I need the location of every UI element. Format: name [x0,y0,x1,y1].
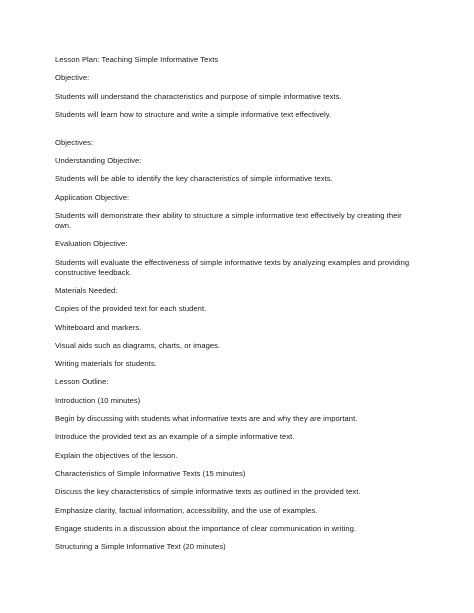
document-title: Lesson Plan: Teaching Simple Informative Texts [55,55,219,64]
list-item: Copies of the provided text for each student. [55,304,207,314]
section-heading-materials: Materials Needed: [55,285,118,295]
paragraph: Emphasize clarity, factual information, accessibility, and the use of examples. [55,505,318,515]
paragraph: Explain the objectives of the lesson. [55,450,178,460]
subheading-characteristics: Characteristics of Simple Informative Texts (15 minutes) [55,468,246,478]
paragraph: Begin by discussing with students what informative texts are and why they are important. [55,414,358,424]
subheading-application-objective: Application Objective: [55,192,130,202]
document-body [55,55,415,560]
paragraph: Students will learn how to structure and write a simple informative text effectively. [55,109,332,119]
list-item: Writing materials for students. [55,359,157,369]
subheading-evaluation-objective: Evaluation Objective: [55,239,128,249]
list-item: Visual aids such as diagrams, charts, or images. [55,340,221,350]
paragraph: Engage students in a discussion about the importance of clear communication in writing. [55,523,357,533]
paragraph: Students will evaluate the effectiveness of simple informative texts by analyzing examples and providing constructive feedback. [55,257,410,277]
paragraph: Students will be able to identify the key characteristics of simple informative texts. [55,174,333,184]
subheading-structuring: Structuring a Simple Informative Text (20 minutes) [55,542,226,552]
subheading-introduction: Introduction (10 minutes) [55,395,141,405]
section-heading-objectives: Objectives: [55,137,94,147]
section-heading-objective: Objective: [55,73,90,83]
subheading-understanding-objective: Understanding Objective: [55,156,142,166]
paragraph: Introduce the provided text as an example of a simple informative text. [55,432,295,442]
paragraph: Students will demonstrate their ability to structure a simple informative text effectively by creating their own. [55,211,402,231]
list-item: Whiteboard and markers. [55,322,142,332]
paragraph: Discuss the key characteristics of simple informative texts as outlined in the provided text. [55,487,361,497]
section-heading-lesson-outline: Lesson Outline: [55,377,109,387]
paragraph: Students will understand the characteristics and purpose of simple informative texts. [55,91,342,101]
